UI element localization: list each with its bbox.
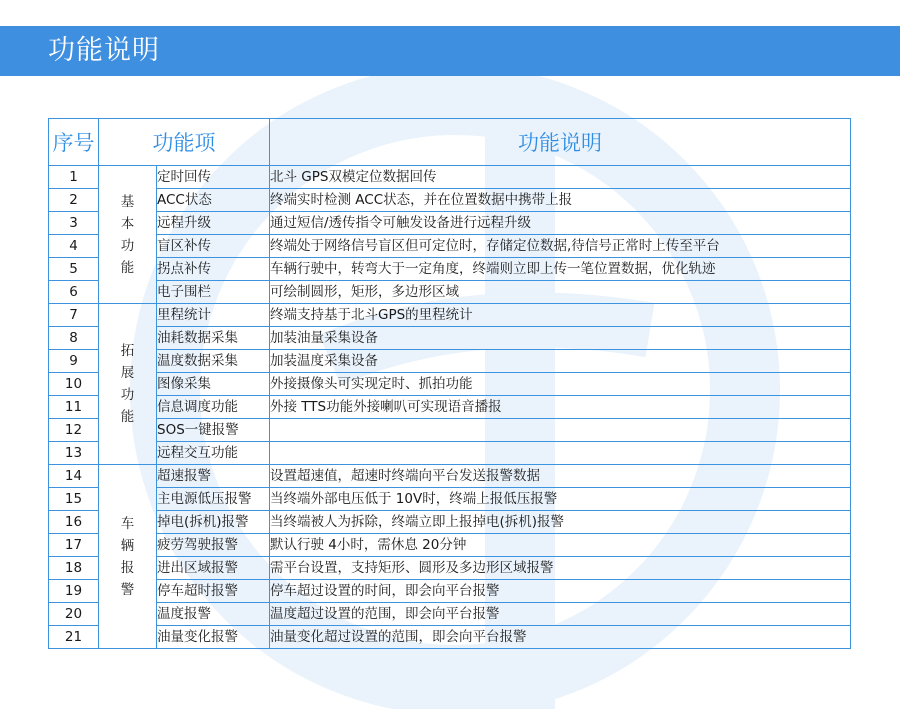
page-title: 功能说明 xyxy=(48,35,160,66)
header-num: 序号 xyxy=(49,119,99,166)
table-row xyxy=(49,281,851,304)
feature-description: 停车超过设置的时间，即会向平台报警 xyxy=(270,580,851,603)
row-number: 8 xyxy=(49,327,99,350)
table-row xyxy=(49,419,851,442)
table-row xyxy=(49,534,851,557)
feature-item: 里程统计 xyxy=(157,304,270,327)
row-number: 6 xyxy=(49,281,99,304)
table-row xyxy=(49,327,851,350)
row-number: 5 xyxy=(49,258,99,281)
table-row xyxy=(49,212,851,235)
feature-item: 温度报警 xyxy=(157,603,270,626)
feature-item: 盲区补传 xyxy=(157,235,270,258)
table-row xyxy=(49,626,851,649)
category-char: 辆 xyxy=(120,537,135,554)
feature-description: 终端支持基于北斗GPS的里程统计 xyxy=(270,304,851,327)
table-row xyxy=(49,304,851,327)
feature-item: 图像采集 xyxy=(157,373,270,396)
category-char: 能 xyxy=(120,409,135,425)
category-char: 能 xyxy=(120,259,135,276)
feature-description: 北斗 GPS双模定位数据回传 xyxy=(270,166,851,189)
feature-description: 终端处于网络信号盲区但可定位时，存储定位数据,待信号正常时上传至平台 xyxy=(270,235,851,258)
row-number: 1 xyxy=(49,166,99,189)
category-char: 报 xyxy=(120,559,135,576)
row-number: 20 xyxy=(49,603,99,626)
feature-item: 油耗数据采集 xyxy=(157,327,270,350)
feature-item: 远程升级 xyxy=(157,212,270,235)
feature-item: 定时回传 xyxy=(157,166,270,189)
table-row xyxy=(49,580,851,603)
feature-description: 通过短信/透传指令可触发设备进行远程升级 xyxy=(270,212,851,235)
table-row xyxy=(49,258,851,281)
table-row xyxy=(49,235,851,258)
category-cell-basic xyxy=(99,166,157,304)
category-char: 基 xyxy=(120,193,135,210)
feature-item: 进出区域报警 xyxy=(157,557,270,580)
table-row xyxy=(49,189,851,212)
category-char: 展 xyxy=(120,365,135,381)
feature-item: SOS一键报警 xyxy=(157,419,270,442)
category-char: 本 xyxy=(120,215,135,232)
feature-description: 设置超速值，超速时终端向平台发送报警数据 xyxy=(270,465,851,488)
row-number: 11 xyxy=(49,396,99,419)
table-row xyxy=(49,465,851,488)
feature-item: ACC状态 xyxy=(157,189,270,212)
category-char: 车 xyxy=(120,515,135,532)
row-number: 15 xyxy=(49,488,99,511)
header-desc: 功能说明 xyxy=(270,119,851,166)
row-number: 2 xyxy=(49,189,99,212)
feature-item: 停车超时报警 xyxy=(157,580,270,603)
feature-item: 信息调度功能 xyxy=(157,396,270,419)
feature-item: 主电源低压报警 xyxy=(157,488,270,511)
table-row xyxy=(49,396,851,419)
table-row xyxy=(49,511,851,534)
feature-description: 终端实时检测 ACC状态，并在位置数据中携带上报 xyxy=(270,189,851,212)
feature-description xyxy=(270,419,851,442)
table-row xyxy=(49,350,851,373)
feature-item: 掉电(拆机)报警 xyxy=(157,511,270,534)
feature-item: 疲劳驾驶报警 xyxy=(157,534,270,557)
feature-description: 油量变化超过设置的范围，即会向平台报警 xyxy=(270,626,851,649)
category-char: 拓 xyxy=(120,343,135,359)
row-number: 17 xyxy=(49,534,99,557)
row-number: 21 xyxy=(49,626,99,649)
feature-description: 当终端被人为拆除，终端立即上报掉电(拆机)报警 xyxy=(270,511,851,534)
table-row xyxy=(49,557,851,580)
feature-description: 外接摄像头可实现定时、抓拍功能 xyxy=(270,373,851,396)
feature-description: 车辆行驶中，转弯大于一定角度，终端则立即上传一笔位置数据，优化轨迹 xyxy=(270,258,851,281)
table-header-row xyxy=(49,119,851,166)
row-number: 3 xyxy=(49,212,99,235)
row-number: 4 xyxy=(49,235,99,258)
feature-description: 当终端外部电压低于 10V时，终端上报低压报警 xyxy=(270,488,851,511)
feature-description xyxy=(270,442,851,465)
row-number: 7 xyxy=(49,304,99,327)
feature-description: 需平台设置，支持矩形、圆形及多边形区域报警 xyxy=(270,557,851,580)
table-row xyxy=(49,442,851,465)
feature-description: 默认行驶 4小时，需休息 20分钟 xyxy=(270,534,851,557)
feature-item: 电子围栏 xyxy=(157,281,270,304)
category-cell-ext xyxy=(99,304,157,465)
feature-description: 加装温度采集设备 xyxy=(270,350,851,373)
row-number: 18 xyxy=(49,557,99,580)
row-number: 12 xyxy=(49,419,99,442)
category-char: 警 xyxy=(120,581,135,598)
feature-item: 远程交互功能 xyxy=(157,442,270,465)
feature-description: 外接 TTS功能外接喇叭可实现语音播报 xyxy=(270,396,851,419)
feature-item: 超速报警 xyxy=(157,465,270,488)
row-number: 19 xyxy=(49,580,99,603)
row-number: 14 xyxy=(49,465,99,488)
table-row xyxy=(49,603,851,626)
category-char: 功 xyxy=(120,237,135,254)
feature-description: 可绘制圆形，矩形，多边形区域 xyxy=(270,281,851,304)
feature-table xyxy=(48,118,851,649)
row-number: 16 xyxy=(49,511,99,534)
table-row xyxy=(49,488,851,511)
table-row xyxy=(49,166,851,189)
feature-item: 油量变化报警 xyxy=(157,626,270,649)
table-row xyxy=(49,373,851,396)
category-char: 功 xyxy=(120,387,135,403)
row-number: 9 xyxy=(49,350,99,373)
category-cell-alarm xyxy=(99,465,157,649)
feature-item: 拐点补传 xyxy=(157,258,270,281)
row-number: 10 xyxy=(49,373,99,396)
header-item: 功能项 xyxy=(99,119,270,166)
feature-description: 加装油量采集设备 xyxy=(270,327,851,350)
feature-item: 温度数据采集 xyxy=(157,350,270,373)
row-number: 13 xyxy=(49,442,99,465)
feature-description: 温度超过设置的范围，即会向平台报警 xyxy=(270,603,851,626)
